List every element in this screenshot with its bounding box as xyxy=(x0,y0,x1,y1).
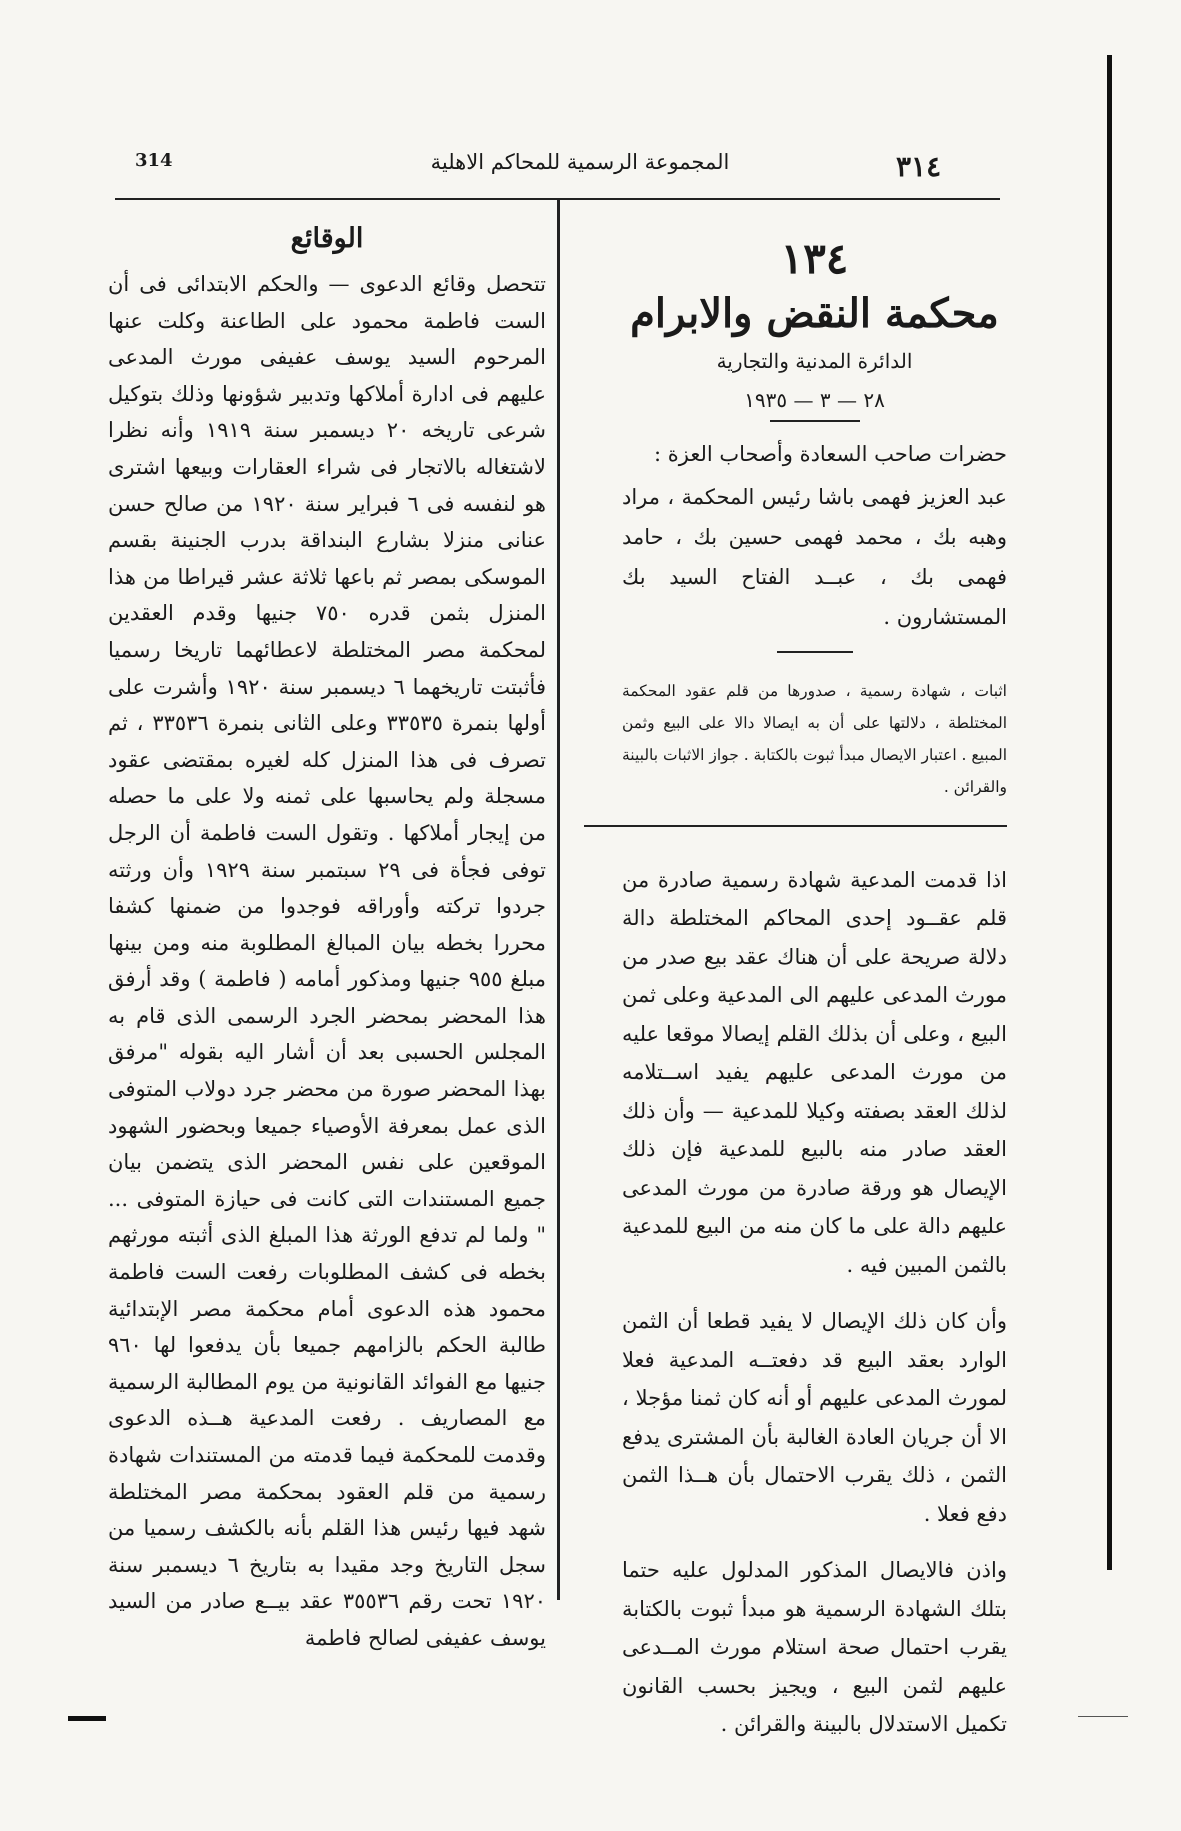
section-heading: الوقائع xyxy=(290,223,364,254)
principle-paragraph: واذن فالايصال المذكور المدلول عليه حتما بتلك الشهادة الرسمية هو مبدأ ثبوت بالكتابة يقرب احتمال صحة استلام مورث المــدعى عليهم لثمن البيع ، ويجيز بحسب القانون تكميل الاستدلال بالبينة والقرائن . xyxy=(622,1558,1007,1737)
judges-list: عبد العزيز فهمى باشا رئيس المحكمة ، مراد وهبه بك ، محمد فهمى حسين بك ، حامد فهمى بك ، عبــد الفتاح السيد بك المستشارون . xyxy=(622,484,1007,629)
page-number-arabic: ٣١٤ xyxy=(896,150,942,183)
circuit-name: الدائرة المدنية والتجارية xyxy=(716,349,913,373)
margin-bar xyxy=(1107,55,1112,1570)
principle-paragraph: وأن كان ذلك الإيصال لا يفيد قطعا أن الثمن الوارد بعقد البيع قد دفعتــه المدعية فعلا لمورث المدعى عليهم أو أنه كان ثمنا مؤجلا ، الا أن جريان العادة الغالبة بأن المشترى يدفع الثمن ، ذلك يقرب الاحتمال بأن هــذا الثمن دفع فعلا . xyxy=(622,1309,1007,1526)
facts-column xyxy=(108,218,546,1657)
summary-rule xyxy=(584,825,1007,827)
running-title: المجموعة الرسمية للمحاكم الاهلية xyxy=(430,150,730,174)
judges-rule xyxy=(777,651,853,653)
presence-line: حضرات صاحب السعادة وأصحاب العزة : xyxy=(653,442,1007,466)
date-underline xyxy=(770,420,860,422)
case-number: ١٣٤ xyxy=(780,234,849,283)
ruling-column xyxy=(622,232,1007,1744)
margin-line xyxy=(1078,1716,1128,1717)
ruling-date: ٢٨ — ٣ — ١٩٣٥ xyxy=(744,388,885,412)
principle-paragraph: اذا قدمت المدعية شهادة رسمية صادرة من قلم عقــود إحدى المحاكم المختلطة دالة دلالة صريحة على أن هناك عقد بيع صدر من مورث المدعى عليهم الى المدعية وعلى ثمن البيع ، وعلى أن بذلك القلم إيصالا موقعا عليه من مورث المدعى عليهم يفيد اســتلامه لذلك العقد بصفته وكيلا للمدعية — وأن ذلك العقد صادر منه بالبيع للمدعية فإن ذلك الإيصال هو ورقة صادرة من مورث المدعى عليهم دالة على ما كان منه من البيع للمدعية بالثمن المبين فيه . xyxy=(622,867,1007,1277)
case-summary: اثبات ، شهادة رسمية ، صدورها من قلم عقود المحكمة المختلطة ، دلالتها على أن به ايصالا دالا على البيع وثمن المبيع . اعتبار الايصال مبدأ ثبوت بالكتابة . جواز الاثبات بالبينة والقرائن . xyxy=(621,681,1007,796)
court-name: محكمة النقض والابرام xyxy=(630,290,999,337)
margin-dash xyxy=(68,1716,106,1721)
column-divider xyxy=(557,200,560,1600)
page-number-latin: 314 xyxy=(135,150,173,171)
facts-text: تتحصل وقائع الدعوى — والحكم الابتدائى فى أن الست فاطمة محمود على الطاعنة وكلت عنها المرحوم السيد يوسف عفيفى مورث المدعى عليهم فى ادارة أملاكها وتدبير شؤونها وذلك بتوكيل شرعى تاريخه ٢٠ ديسمبر سنة ١٩١٩ وأنه نظرا لاشتغاله بالاتجار فى شراء العقارات وبيعها اشترى هو لنفسه فى ٦ فبراير سنة ١٩٢٠ من صالح حسن عنانى منزلا بشارع البنداقة بدرب الجنينة بقسم الموسكى بمصر ثم باعها ثلاثة عشر قيراطا من هذا المنزل بثمن قدره ٧٥٠ جنيها وقدم العقدين لمحكمة مصر المختلطة لاعطائهما تاريخا رسميا فأثبتت تاريخهما ٦ ديسمبر سنة ١٩٢٠ وأشرت على أولها بنمرة ٣٣٥٣٥ وعلى الثانى بنمرة ٣٣٥٣٦ ، ثم تصرف فى هذا المنزل كله لغيره بمقتضى عقود مسجلة ولم يحاسبها على ثمنه ولا على ما حصله من إيجار أملاكها . وتقول الست فاطمة أن الرجل توفى فجأة فى ٢٩ سبتمبر سنة ١٩٢٩ وأن ورثته جردوا تركته وأوراقه فوجدوا من ضمنها كشفا محررا بخطه بيان المبالغ المطلوبة منه ومن بينها مبلغ ٩٥٥ جنيها ومذكور أمامه ( فاطمة ) وقد أرفق هذا المحضر بمحضر الجرد الرسمى الذى قام به المجلس الحسبى بعد أن أشار اليه بقوله "مرفق بهذا المحضر صورة من محضر جرد دولاب المتوفى الذى عمل بمعرفة الأوصياء جميعا وبحضور الشهود الموقعين على نفس المحضر الذى يتضمن بيان جميع المستندات التى كانت فى حيازة المتوفى ... " ولما لم تدفع الورثة هذا المبلغ الذى أثبته مورثهم بخطه فى كشف المطلوبات رفعت الست فاطمة محمود هذه الدعوى أمام محكمة مصر الإبتدائية طالبة الحكم بالزامهم جميعا بأن يدفعوا لها ٩٦٠ جنيها مع الفوائد القانونية من يوم المطالبة الرسمية مع المصاريف . رفعت المدعية هــذه الدعوى وقدمت للمحكمة فيما قدمته من المستندات شهادة رسمية من قلم العقود بمحكمة مصر المختلطة شهد فيها رئيس هذا القلم بأنه بالكشف رسميا من سجل التاريخ وجد مقيدا به بتاريخ ٦ ديسمبر سنة ١٩٢٠ تحت رقم ٣٥٥٣٦ عقد بيــع صادر من السيد يوسف عفيفى لصالح فاطمة xyxy=(108,272,547,1650)
